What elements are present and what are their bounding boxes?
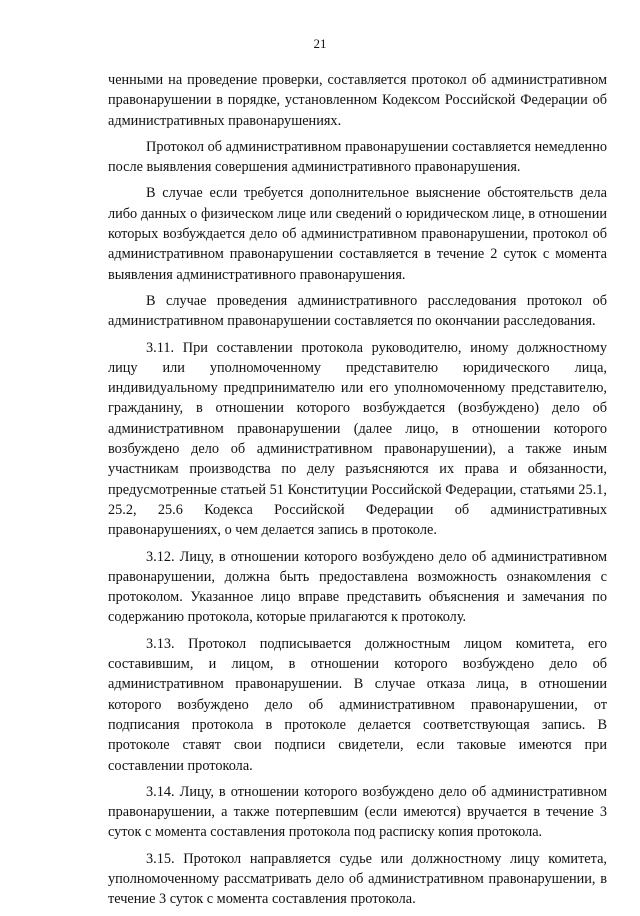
paragraph-investigation: В случае проведения административного расследования протокол об административном правонарушении составляется по окончании расследования. xyxy=(108,292,607,330)
page-number: 21 xyxy=(313,36,327,51)
paragraph-additional-clarification: В случае если требуется дополнительное выяснение обстоятельств дела либо данных о физическом лице или сведений о юридическом лице, в отношении которых возбуждается дело об административном правонарушении, протокол об административном правонарушении составляется в течение 2 суток с момента выявления административного правонарушения. xyxy=(108,185,607,283)
paragraph-3-11: 3.11. При составлении протокола руководителю, иному должностному лицу или уполномоченному представителю юридического лица, индивидуальному предпринимателю или его уполномоченному представителю, гражданину, в отношении которого возбуждается (возбуждено) дело об административном правонарушении (далее лицо, в отношении которого возбуждено дело об административном правонарушении), а также иным участникам производства по делу разъясняются их права и обязанности, предусмотренные статьей 51 Конституции Российской Федерации, статьями 25.1, 25.2, 25.6 Кодекса Российской Федерации об административных правонарушениях, о чем делается запись в протоколе. xyxy=(108,339,607,539)
paragraph-3-14: 3.14. Лицу, в отношении которого возбуждено дело об административном правонарушении, а также потерпевшим (если имеются) вручается в течение 3 суток с момента составления протокола под расписку копия протокола. xyxy=(108,783,607,841)
paragraph-3-12: 3.12. Лицу, в отношении которого возбуждено дело об административном правонарушении, должна быть предоставлена возможность ознакомления с протоколом. Указанное лицо вправе представить объяснения и замечания по содержанию протокола, которые прилагаются к протоколу. xyxy=(108,548,607,626)
paragraph-continuation: ченными на проведение проверки, составляется протокол об административном правонарушении в порядке, установленном Кодексом Российской Федерации об административных правонарушениях. xyxy=(108,72,607,129)
document-body xyxy=(108,70,607,916)
paragraph-3-15: 3.15. Протокол направляется судье или должностному лицу комитета, уполномоченному рассматривать дело об административном правонарушении, в течение 3 суток с момента составления протокола. xyxy=(108,850,607,908)
paragraph-protocol-immediately: Протокол об административном правонарушении составляется немедленно после выявления совершения административного правонарушения. xyxy=(108,138,607,176)
paragraph-3-13: 3.13. Протокол подписывается должностным лицом комитета, его составившим, и лицом, в отношении которого возбуждено дело об административном правонарушении. В случае отказа лица, в отношении которого возбуждено дело об административном правонарушении, от подписания протокола в протоколе делается соответствующая запись. В протоколе ставят свои подписи свидетели, если таковые имеются при составлении протокола. xyxy=(108,635,607,774)
